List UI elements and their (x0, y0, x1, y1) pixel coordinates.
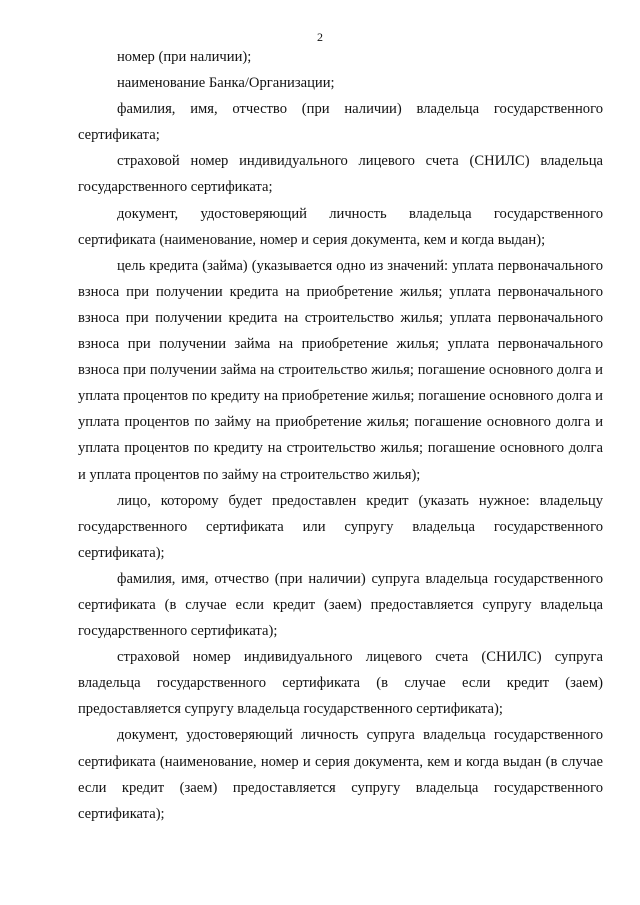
paragraph-holder-snils: страховой номер индивидуального лицевого счета (СНИЛС) владельца государственного сертификата; (78, 153, 603, 196)
paragraph-credit-purpose: цель кредита (займа) (указывается одно из значений: уплата первоначального взноса при получении кредита на приобретение жилья; уплата первоначального взноса при получении кредита на строительство жилья; уплата первоначального взноса при получении займа на приобретение жилья; уплата первоначального взноса при получении займа на строительство жилья; погашение основного долга и уплата процентов по кредиту на приобретение жилья; погашение основного долга и уплата процентов по займу на приобретение жилья; погашение основного долга и уплата процентов по кредиту на строительство жилья; погашение основного долга и уплата процентов по займу на строительство жилья); (78, 257, 603, 483)
paragraph-spouse-identity-document: документ, удостоверяющий личность супруга владельца государственного сертификата (наименование, номер и серия документа, кем и когда выдан (в случае если кредит (заем) предоставляется супругу владельца государственного сертификата); (78, 727, 603, 822)
paragraph-spouse-full-name: фамилия, имя, отчество (при наличии) супруга владельца государственного сертификата (в случае если кредит (заем) предоставляется супругу владельца государственного сертификата); (78, 570, 603, 640)
paragraph-holder-identity-document: документ, удостоверяющий личность владельца государственного сертификата (наименование, номер и серия документа, кем и когда выдан); (78, 205, 603, 248)
paragraph-spouse-snils: страховой номер индивидуального лицевого счета (СНИЛС) супруга владельца государственного сертификата (в случае если кредит (заем) предоставляется супругу владельца государственного сертификата); (78, 649, 603, 718)
paragraph-holder-full-name: фамилия, имя, отчество (при наличии) владельца государственного сертификата; (78, 101, 603, 144)
page-number: 2 (317, 30, 323, 44)
paragraph-record-number: номер (при наличии); (117, 49, 252, 65)
document-body (78, 44, 603, 827)
paragraph-credit-recipient: лицо, которому будет предоставлен кредит (указать нужное: владельцу государственного сертификата или супругу владельца государственного сертификата); (78, 492, 603, 561)
paragraph-bank-name: наименование Банка/Организации; (117, 75, 335, 92)
